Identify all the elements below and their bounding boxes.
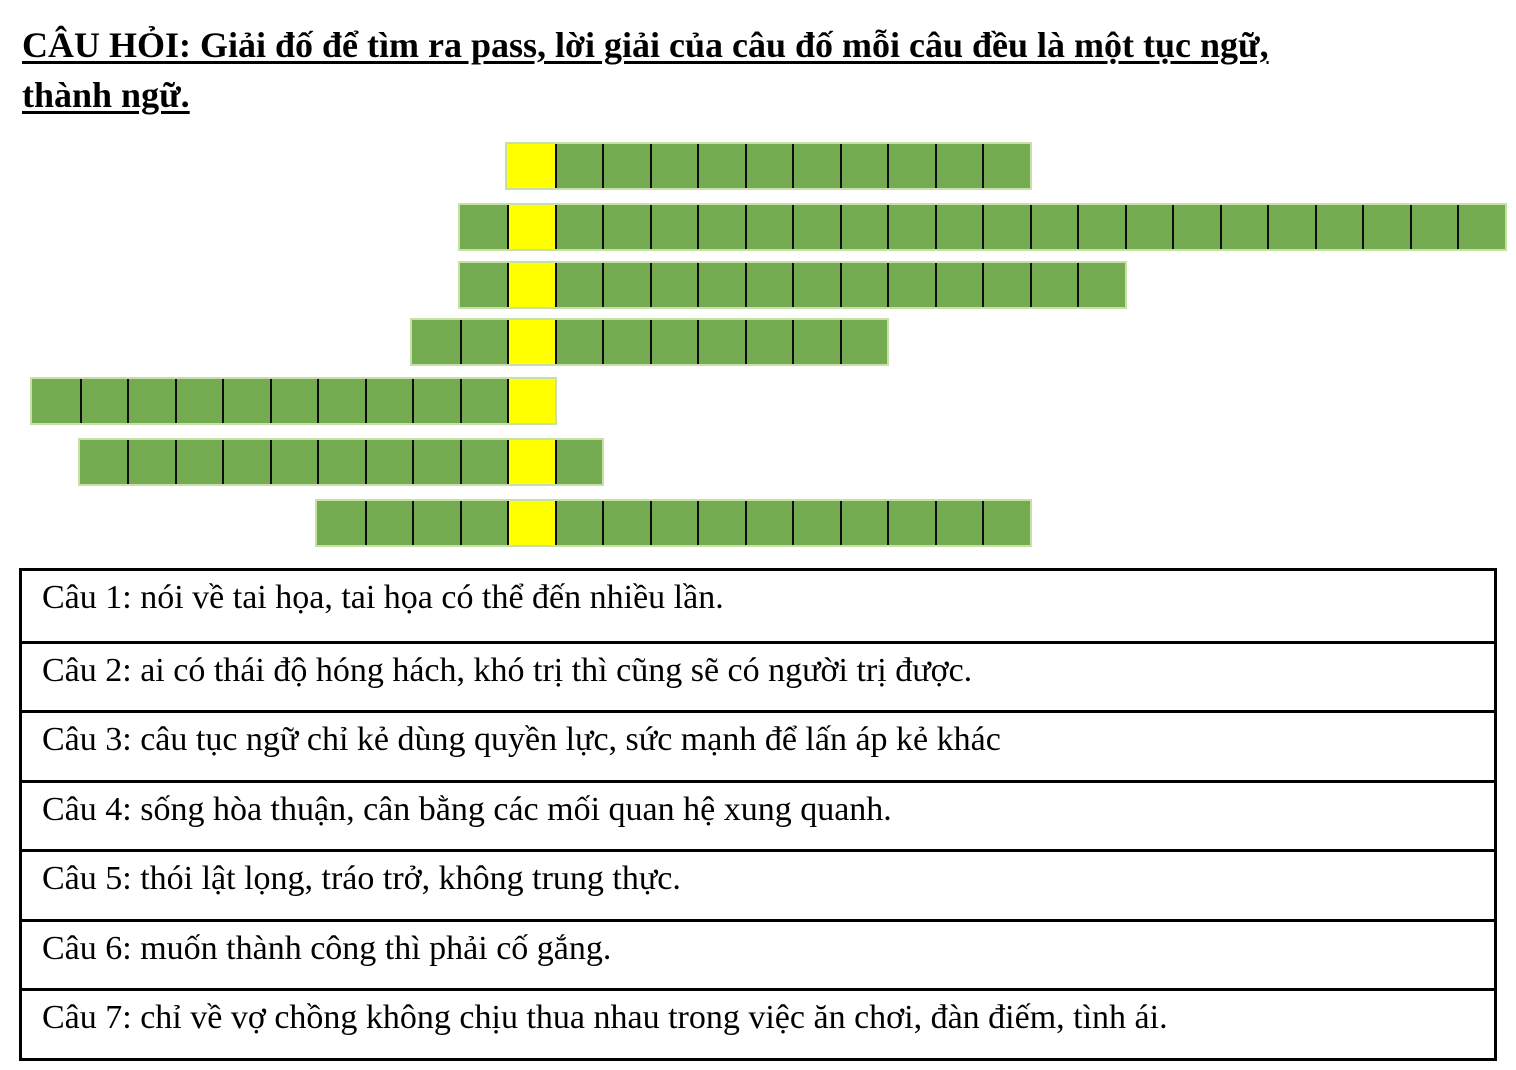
letter-cell bbox=[745, 144, 793, 188]
letter-cell bbox=[697, 144, 745, 188]
letter-cell bbox=[365, 379, 413, 423]
letter-cell bbox=[1030, 263, 1078, 307]
crossword-row-2 bbox=[458, 203, 1507, 251]
letter-cell bbox=[222, 379, 270, 423]
letter-cell bbox=[887, 205, 935, 249]
letter-cell bbox=[602, 144, 650, 188]
letter-cell bbox=[80, 379, 128, 423]
clue-row-4 bbox=[22, 780, 1494, 850]
letter-cell bbox=[1267, 205, 1315, 249]
letter-cell bbox=[412, 320, 460, 364]
letter-cell bbox=[175, 379, 223, 423]
password-cell bbox=[507, 320, 555, 364]
password-cell bbox=[507, 144, 555, 188]
letter-cell bbox=[887, 501, 935, 545]
letter-cell bbox=[935, 501, 983, 545]
letter-cell bbox=[412, 501, 460, 545]
letter-cell bbox=[460, 205, 508, 249]
letter-cell bbox=[555, 263, 603, 307]
crossword-row-6 bbox=[78, 438, 605, 486]
letter-cell bbox=[412, 440, 460, 484]
letter-cell bbox=[460, 263, 508, 307]
crossword-row-4 bbox=[410, 318, 889, 366]
letter-cell bbox=[792, 205, 840, 249]
letter-cell bbox=[792, 501, 840, 545]
letter-cell bbox=[460, 440, 508, 484]
letter-cell bbox=[982, 144, 1030, 188]
letter-cell bbox=[1125, 205, 1173, 249]
letter-cell bbox=[935, 144, 983, 188]
letter-cell bbox=[840, 263, 888, 307]
letter-cell bbox=[32, 379, 80, 423]
letter-cell bbox=[982, 263, 1030, 307]
letter-cell bbox=[697, 501, 745, 545]
clue-text: Câu 1: nói về tai họa, tai họa có thể đến nhiều lần. bbox=[42, 579, 724, 616]
letter-cell bbox=[792, 144, 840, 188]
letter-cell bbox=[127, 440, 175, 484]
password-cell bbox=[507, 379, 555, 423]
letter-cell bbox=[697, 320, 745, 364]
letter-cell bbox=[175, 440, 223, 484]
letter-cell bbox=[555, 205, 603, 249]
crossword-row-1 bbox=[505, 142, 1032, 190]
letter-cell bbox=[840, 144, 888, 188]
clue-text: Câu 3: câu tục ngữ chỉ kẻ dùng quyền lực, sức mạnh để lấn áp kẻ khác bbox=[42, 721, 1001, 758]
letter-cell bbox=[317, 379, 365, 423]
letter-cell bbox=[365, 501, 413, 545]
password-cell bbox=[507, 501, 555, 545]
password-cell bbox=[507, 205, 555, 249]
letter-cell bbox=[745, 320, 793, 364]
letter-cell bbox=[745, 205, 793, 249]
page-title-line-1: CÂU HỎI: Giải đố để tìm ra pass, lời giải của câu đố mỗi câu đều là một tục ngữ, bbox=[22, 25, 1269, 65]
letter-cell bbox=[1315, 205, 1363, 249]
letter-cell bbox=[555, 320, 603, 364]
letter-cell bbox=[365, 440, 413, 484]
clue-text: Câu 6: muốn thành công thì phải cố gắng. bbox=[42, 929, 612, 967]
letter-cell bbox=[1077, 205, 1125, 249]
letter-cell bbox=[697, 205, 745, 249]
clue-text: Câu 5: thói lật lọng, tráo trở, không trung thực. bbox=[42, 860, 681, 897]
letter-cell bbox=[460, 501, 508, 545]
letter-cell bbox=[650, 501, 698, 545]
letter-cell bbox=[792, 263, 840, 307]
letter-cell bbox=[602, 320, 650, 364]
letter-cell bbox=[697, 263, 745, 307]
clue-text: Câu 7: chỉ về vợ chồng không chịu thua nhau trong việc ăn chơi, đàn điếm, tình ái. bbox=[42, 999, 1168, 1036]
letter-cell bbox=[555, 144, 603, 188]
clue-row-2 bbox=[22, 641, 1494, 711]
clue-row-5 bbox=[22, 849, 1494, 919]
letter-cell bbox=[602, 263, 650, 307]
letter-cell bbox=[840, 501, 888, 545]
letter-cell bbox=[602, 501, 650, 545]
clues-table bbox=[19, 568, 1497, 1061]
letter-cell bbox=[1030, 205, 1078, 249]
letter-cell bbox=[1077, 263, 1125, 307]
letter-cell bbox=[650, 205, 698, 249]
letter-cell bbox=[222, 440, 270, 484]
letter-cell bbox=[650, 144, 698, 188]
letter-cell bbox=[1172, 205, 1220, 249]
letter-cell bbox=[887, 144, 935, 188]
letter-cell bbox=[127, 379, 175, 423]
letter-cell bbox=[840, 205, 888, 249]
letter-cell bbox=[935, 263, 983, 307]
letter-cell bbox=[80, 440, 128, 484]
crossword-row-3 bbox=[458, 261, 1127, 309]
letter-cell bbox=[317, 501, 365, 545]
letter-cell bbox=[460, 379, 508, 423]
clue-text: Câu 2: ai có thái độ hóng hách, khó trị thì cũng sẽ có người trị được. bbox=[42, 651, 973, 689]
letter-cell bbox=[935, 205, 983, 249]
clue-row-3 bbox=[22, 710, 1494, 780]
clue-text: Câu 4: sống hòa thuận, cân bằng các mối quan hệ xung quanh. bbox=[42, 790, 892, 828]
letter-cell bbox=[555, 501, 603, 545]
letter-cell bbox=[555, 440, 603, 484]
letter-cell bbox=[270, 379, 318, 423]
crossword-row-5 bbox=[30, 377, 557, 425]
clue-row-6 bbox=[22, 919, 1494, 989]
letter-cell bbox=[792, 320, 840, 364]
letter-cell bbox=[840, 320, 888, 364]
letter-cell bbox=[745, 501, 793, 545]
letter-cell bbox=[412, 379, 460, 423]
letter-cell bbox=[1457, 205, 1505, 249]
letter-cell bbox=[1410, 205, 1458, 249]
letter-cell bbox=[745, 263, 793, 307]
clue-row-1 bbox=[22, 571, 1494, 641]
letter-cell bbox=[602, 205, 650, 249]
letter-cell bbox=[650, 263, 698, 307]
password-cell bbox=[507, 440, 555, 484]
password-cell bbox=[507, 263, 555, 307]
letter-cell bbox=[1362, 205, 1410, 249]
letter-cell bbox=[1220, 205, 1268, 249]
letter-cell bbox=[982, 205, 1030, 249]
letter-cell bbox=[887, 263, 935, 307]
clue-row-7 bbox=[22, 988, 1494, 1058]
page-title-line-2: thành ngữ. bbox=[22, 75, 190, 115]
crossword-row-7 bbox=[315, 499, 1032, 547]
letter-cell bbox=[317, 440, 365, 484]
letter-cell bbox=[460, 320, 508, 364]
letter-cell bbox=[982, 501, 1030, 545]
letter-cell bbox=[270, 440, 318, 484]
letter-cell bbox=[650, 320, 698, 364]
